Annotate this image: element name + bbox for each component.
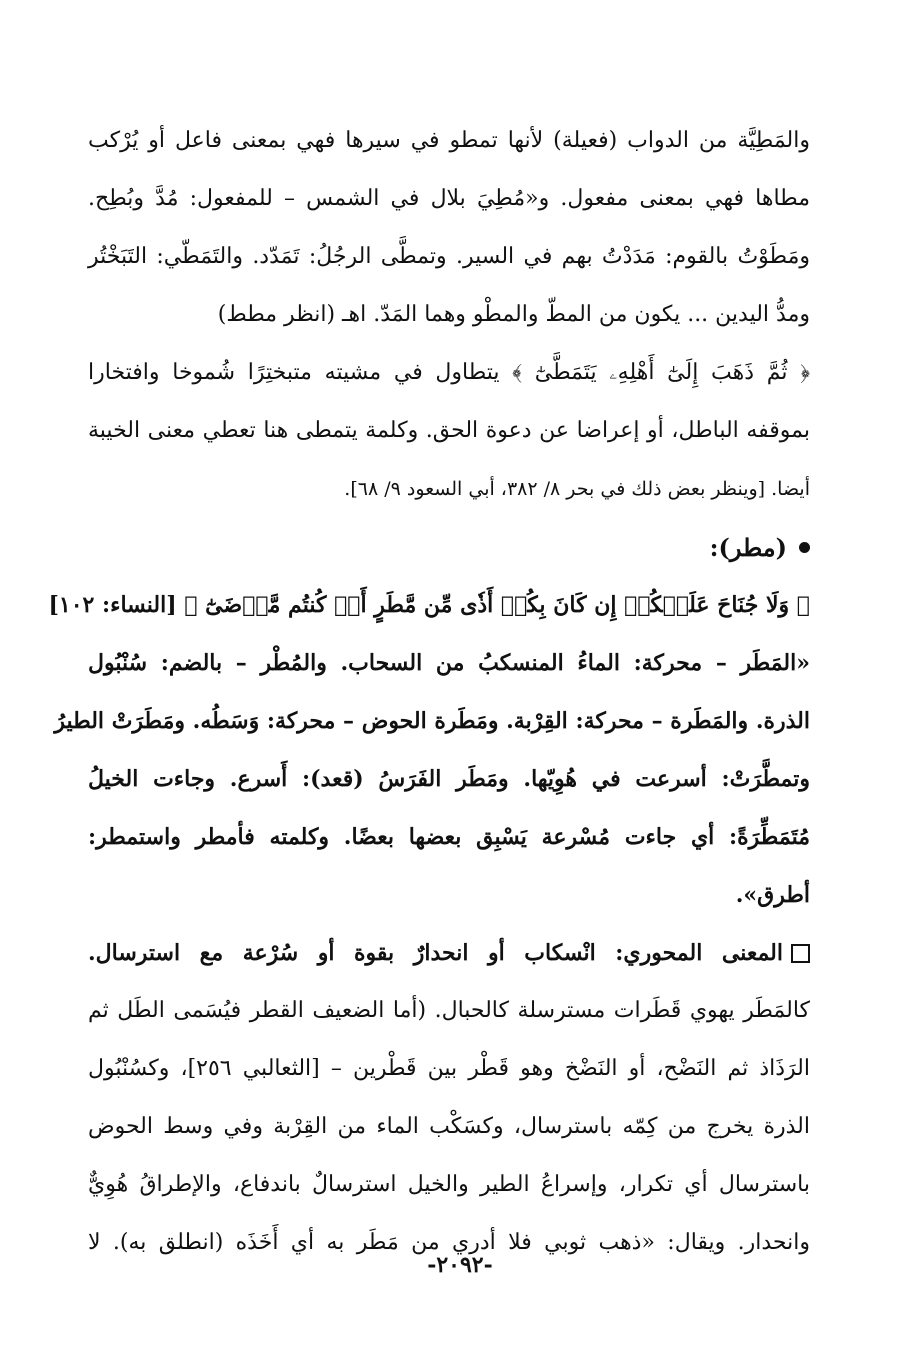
text-line: بموقفه الباطل، أو إعراضا عن دعوة الحق. وكلمة يتمطى هنا تعطي معنى الخيبة	[88, 418, 810, 443]
core-meaning	[88, 924, 810, 982]
definition-line: مُتَمَطِّرَةً: أي جاءت مُسْرعة يَسْبِق بعضها بعضًا. وكلمته فأمطر واستمطر:	[88, 824, 810, 850]
page-number: -٢٠٩٢-	[427, 1252, 493, 1278]
text-line: الذرة يخرج من كِمّه باسترسال، وكسَكْب الماء من القِرْبة وفي وسط الحوض	[88, 1114, 810, 1139]
definition-line: أطرق».	[735, 882, 810, 908]
page-body	[48, 112, 811, 1272]
reference-line: أيضا. [وينظر بعض ذلك في بحر ٨/ ٣٨٢، أبي السعود ٩/ ٦٨].	[344, 478, 810, 500]
verse-line: ﴿ وَلَا جُنَاحَ عَلَيۡكُمۡ إِن كَانَ بِكُمۡ أَذٗى مِّن مَّطَرٍ أَوۡ كُنتُم مَّرۡضَىٰٓ ﴾ [النساء: ١٠٢]	[48, 592, 810, 618]
core-meaning-text: المعنى المحوري: انْسكاب أو انحدارٌ بقوة أو سُرْعة مع استرسال.	[88, 940, 783, 966]
verse-line: ﴿ ثُمَّ ذَهَبَ إِلَىٰٓ أَهْلِهِۦ يَتَمَطَّىٰٓ ﴾ يتطاول في مشيته متبختِرًا شُموخا وافتخارا	[88, 360, 810, 385]
text-line: باسترسال أي تكرار، وإسراعُ الطير والخيل استرسالٌ باندفاع، والإطراقُ هُوِيٌّ	[88, 1172, 810, 1197]
text-line: ومدُّ اليدين ... يكون من المطّ والمطْو وهما المَدّ. اهـ (انظر مطط)	[217, 302, 810, 327]
text-line: الرَذَاذ ثم النَضْح، أو النَضْخ وهو قَطْر بين قَطْرين – [الثعالبي ٢٥٦]، وكسُنْبُول	[88, 1056, 811, 1081]
definition-line: الذرة. والمَطَرة – محركة: القِرْبة. ومَطَرة الحوض – محركة: وَسَطُه. ومَطَرَتْ الطيرُ	[54, 708, 810, 734]
text-line: والمَطِيَّة من الدواب (فعيلة) لأنها تمطو في سيرها فهي بمعنى فاعل أو يُرْكب	[88, 128, 810, 153]
text-line: ومَطَوْتُ بالقوم: مَدَدْتُ بهم في السير. وتمطَّى الرجُلُ: تَمَدّد. والتَمَطّي: التَبَخْتُر	[88, 244, 810, 269]
bullet-icon	[799, 542, 810, 553]
definition-line: «المَطَر – محركة: الماءُ المنسكبُ من السحاب. والمُطْر – بالضم: سُنْبُول	[88, 650, 810, 676]
square-icon	[791, 944, 810, 963]
definition-line: وتمطَّرَتْ: أسرعت في هُوِيّها. ومَطَر الفَرَسُ (قعد): أَسرع. وجاءت الخيلُ	[88, 766, 810, 792]
text-line: مطاها فهي بمعنى مفعول. و«مُطِيَ بلال في الشمس – للمفعول: مُدَّ وبُطِح.	[88, 186, 810, 211]
text-line: كالمَطَر يهوي قَطَرات مسترسلة كالحبال. (أما الضعيف القطر فيُسَمى الطَل ثم	[88, 998, 810, 1023]
text-line: وانحدار. ويقال: «ذهب ثوبي فلا أدري من مَطَر به أي أَخَذَه (انطلق به). لا	[88, 1230, 810, 1255]
entry-heading	[88, 518, 810, 576]
entry-heading-label: (مطر):	[709, 532, 787, 562]
